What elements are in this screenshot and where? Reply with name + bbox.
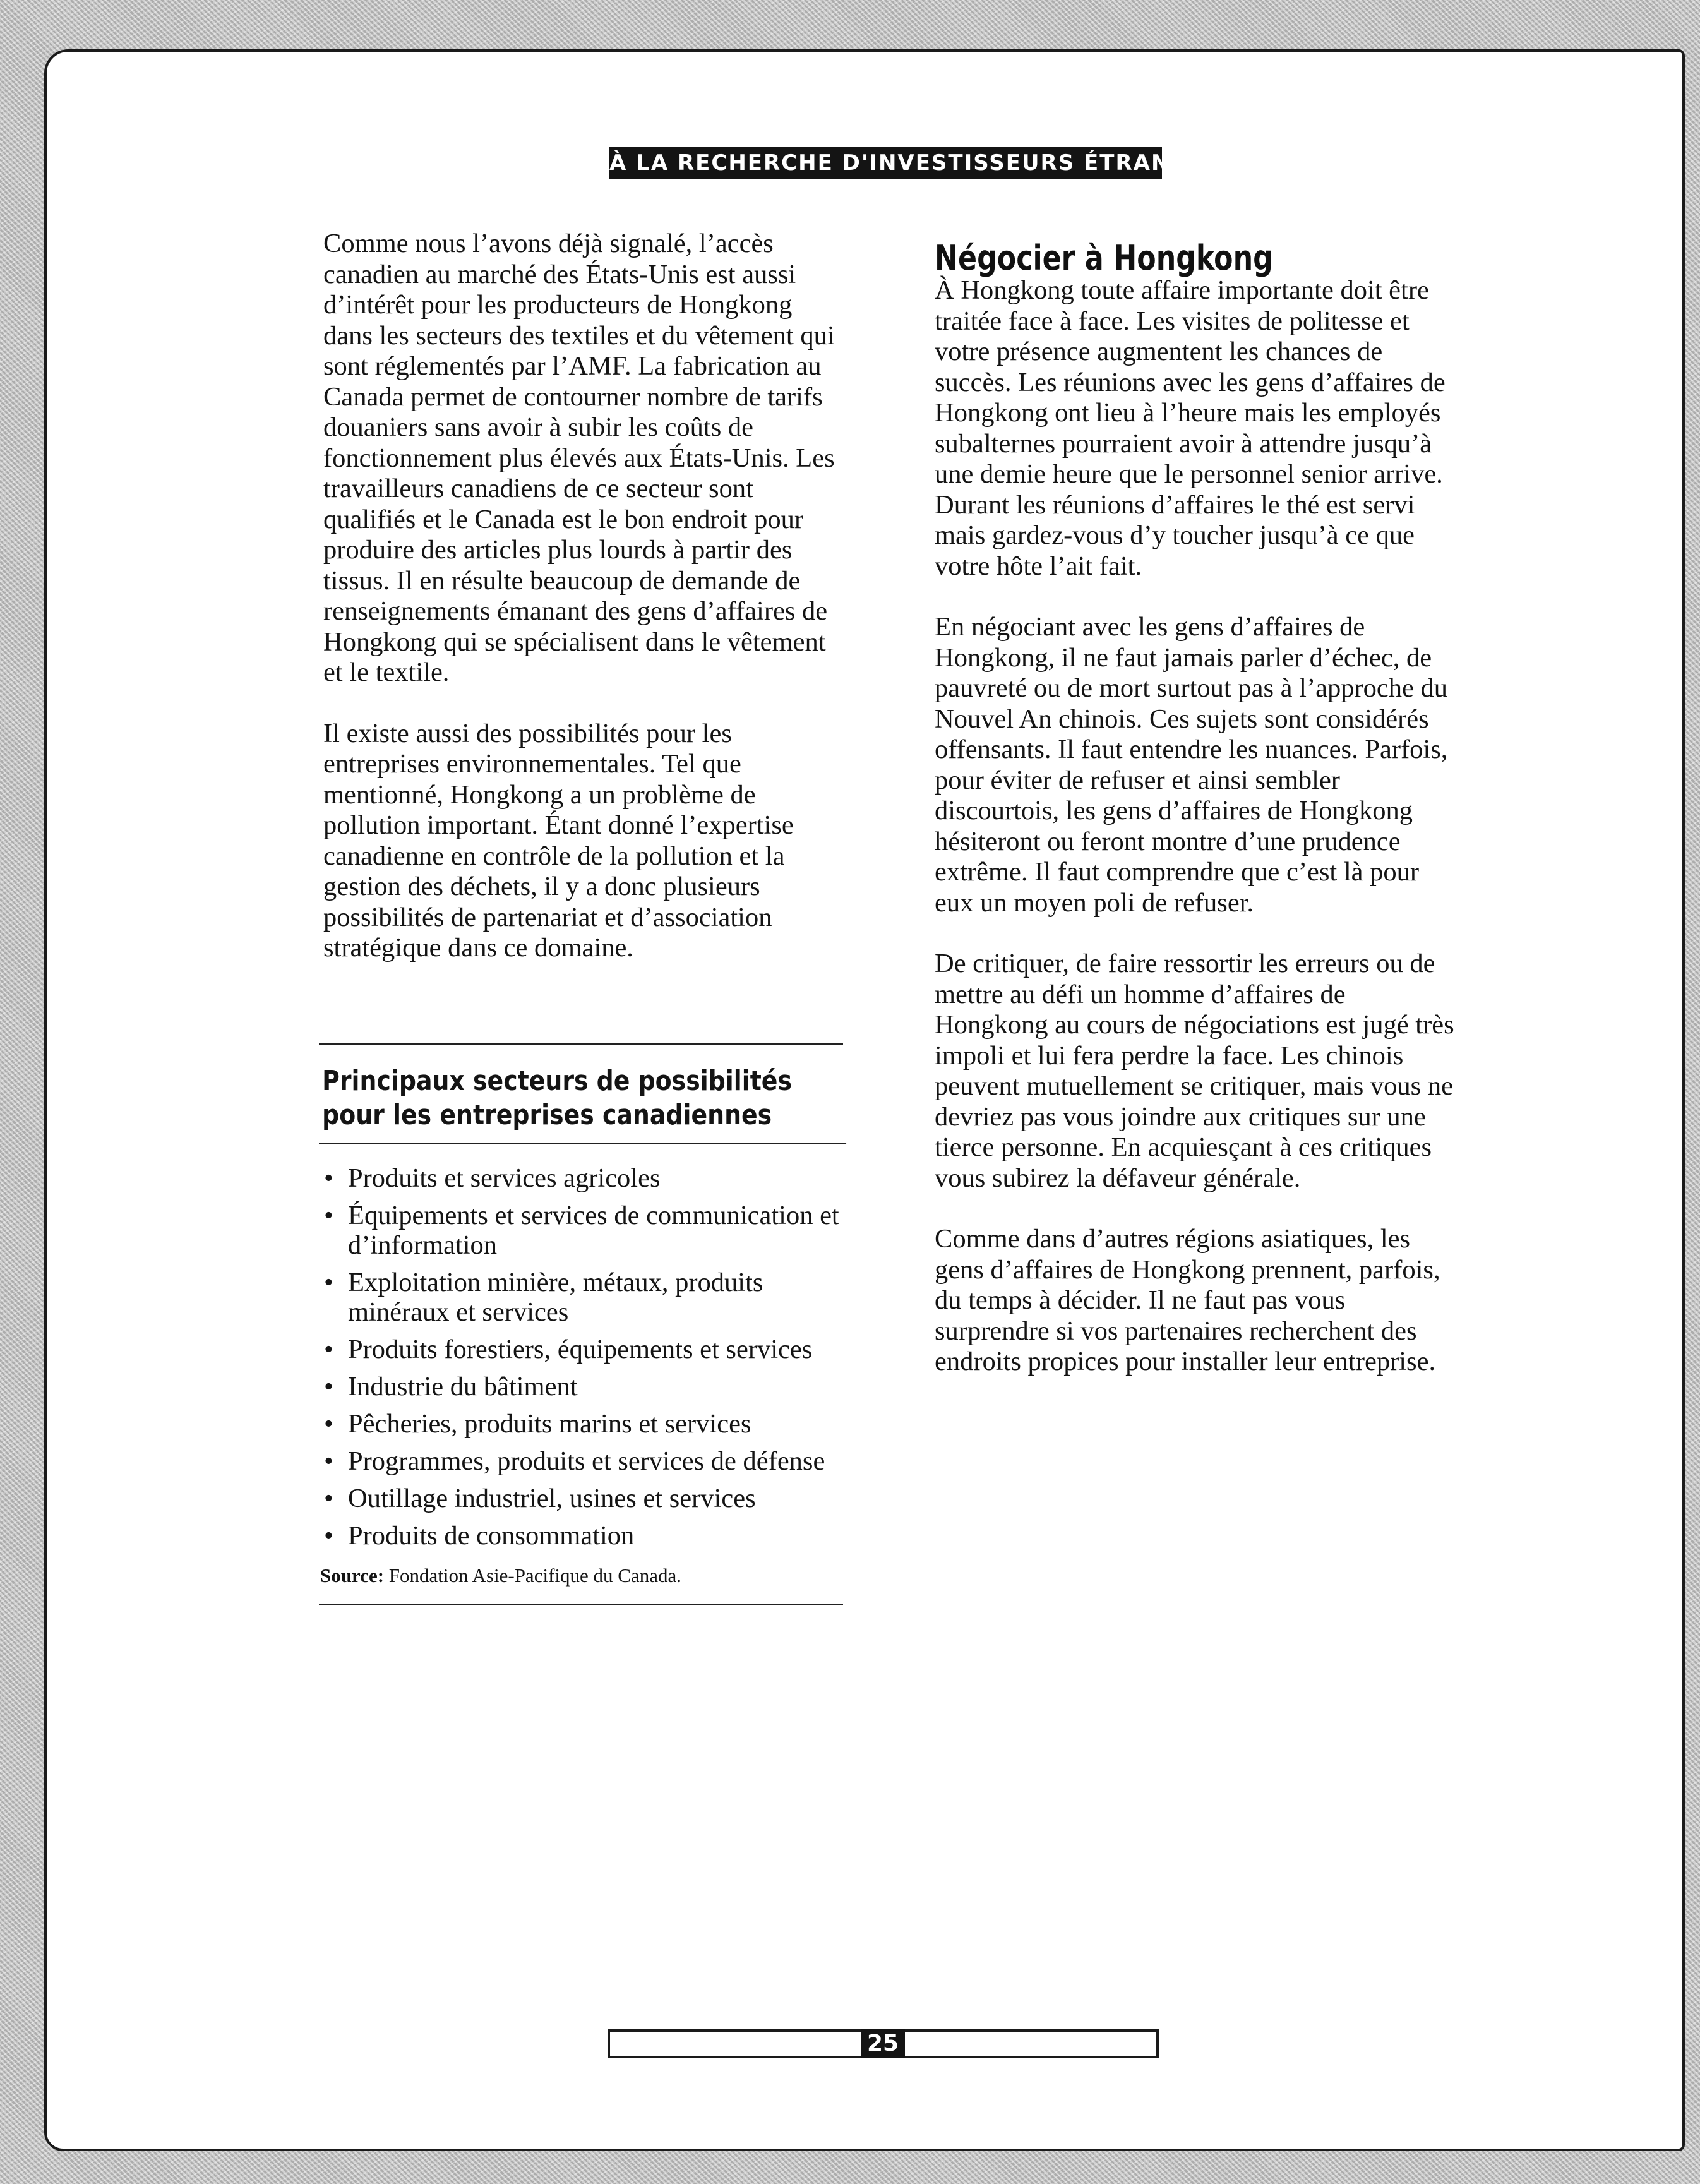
bullet-icon: • xyxy=(324,1335,333,1364)
bullet-icon: • xyxy=(324,1163,333,1193)
body-paragraph: Il existe aussi des possibilités pour les entreprises environnementales. Tel que mentionné, Hongkong a un problème de pollution important. Étant donné l’expertise canadienne en contrôle de la pollution et la gestion des déchets, il y a donc plusieurs possibilités de partenariat et d’association stratégique dans ce domaine. xyxy=(323,718,794,963)
sectors-sidebar-box xyxy=(319,1043,843,1605)
list-item xyxy=(324,1446,843,1476)
bullet-icon: • xyxy=(324,1446,333,1476)
bullet-icon: • xyxy=(324,1201,333,1230)
list-item-text: Équipements et services de communication et d’information xyxy=(348,1201,839,1260)
list-item-text: Produits de consommation xyxy=(348,1521,635,1551)
sectors-list xyxy=(319,1163,843,1551)
page-number: 25 xyxy=(861,2029,905,2058)
source-label: Source: xyxy=(320,1564,385,1587)
list-item-text: Exploitation minière, métaux, produits minéraux et services xyxy=(348,1268,763,1327)
bullet-icon: • xyxy=(324,1268,333,1297)
list-item-text: Industrie du bâtiment xyxy=(348,1372,578,1401)
bullet-icon: • xyxy=(324,1521,333,1551)
list-item-text: Outillage industriel, usines et services xyxy=(348,1484,756,1513)
body-paragraph: Comme nous l’avons déjà signalé, l’accès canadien au marché des États-Unis est aussi d’intérêt pour les producteurs de Hongkong dans les secteurs des textiles et du vêtement qui sont réglementés par l’AMF. La fabrication au Canada permet de contourner nombre de tarifs douaniers sans avoir à subir les coûts de fonctionnement plus élevés aux États-Unis. Les travailleurs canadiens de ce secteur sont qualifiés et le Canada est le bon endroit pour produire des articles plus lourds à partir des tissus. Il en résulte beaucoup de demande de renseignements émanant des gens d’affaires de Hongkong qui se spécialisent dans le vêtement et le textile. xyxy=(323,229,835,687)
list-item-text: Pêcheries, produits marins et services xyxy=(348,1409,751,1439)
list-item xyxy=(324,1409,843,1439)
right-column xyxy=(935,239,1459,1377)
list-item xyxy=(324,1201,843,1260)
list-item xyxy=(324,1372,843,1401)
list-item xyxy=(324,1163,843,1193)
body-paragraph: De critiquer, de faire ressortir les erreurs ou de mettre au défi un homme d’affaires de Hongkong au cours de négociations est jugé très impoli et lui fera perdre la face. Les chinois peuvent mutuellement se critiquer, mais vous ne devriez pas vous joindre aux critiques sur une tierce personne. En acquiesçant à ces critiques vous subirez la défaveur générale. xyxy=(935,949,1454,1193)
left-column xyxy=(323,229,847,964)
sidebar-title xyxy=(319,1045,846,1144)
sidebar-title-line: pour les entreprises canadiennes xyxy=(322,1099,772,1131)
sidebar-title-line: Principaux secteurs de possibilités xyxy=(322,1065,792,1097)
list-item-text: Produits forestiers, équipements et services xyxy=(348,1335,813,1364)
bullet-icon: • xyxy=(324,1409,333,1439)
bullet-icon: • xyxy=(324,1484,333,1513)
section-heading: Négocier à Hongkong xyxy=(935,238,1273,278)
source-text: Fondation Asie-Pacifique du Canada. xyxy=(388,1564,681,1587)
list-item-text: Programmes, produits et services de défense xyxy=(348,1446,825,1476)
body-paragraph: Comme dans d’autres régions asiatiques, les gens d’affaires de Hongkong prennent, parfois, du temps à décider. Il ne faut pas vous surprendre si vos partenaires recherchent des endroits propices pour installer leur entreprise. xyxy=(935,1224,1440,1376)
list-item xyxy=(324,1268,843,1327)
source-note xyxy=(319,1564,843,1587)
body-paragraph: En négociant avec les gens d’affaires de Hongkong, il ne faut jamais parler d’échec, de pauvreté ou de mort surtout pas à l’approche du Nouvel An chinois. Ces sujets sont considérés offensants. Il faut entendre les nuances. Parfois, pour éviter de refuser et ainsi sembler discourtois, les gens d’affaires de Hongkong hésiteront ou feront montre d’une prudence extrême. Il faut comprendre que c’est là pour eux un moyen poli de refuser. xyxy=(935,612,1448,918)
list-item xyxy=(324,1521,843,1551)
list-item-text: Produits et services agricoles xyxy=(348,1163,661,1193)
list-item xyxy=(324,1335,843,1364)
running-header: À LA RECHERCHE D'INVESTISSEURS ÉTRANGERS xyxy=(609,147,1162,179)
bullet-icon: • xyxy=(324,1372,333,1401)
list-item xyxy=(324,1484,843,1513)
body-paragraph: À Hongkong toute affaire importante doit être traitée face à face. Les visites de politesse et votre présence augmentent les chances de succès. Les réunions avec les gens d’affaires de Hongkong ont lieu à l’heure mais les employés subalternes pourraient avoir à attendre jusqu’à une demie heure que le personnel senior arrive. Durant les réunions d’affaires le thé est servi mais gardez-vous d’y toucher jusqu’à ce que votre hôte l’ait fait. xyxy=(935,275,1446,581)
